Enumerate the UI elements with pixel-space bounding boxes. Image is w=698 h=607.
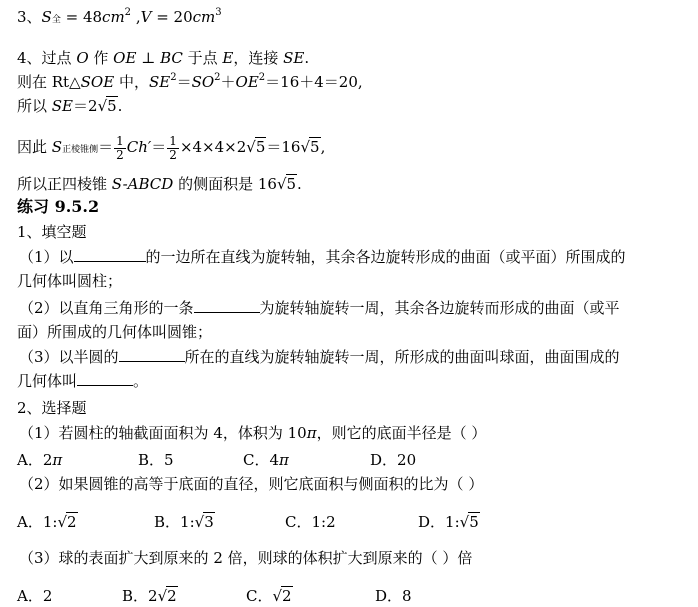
choice-q3-option-a[interactable]: A．2: [17, 587, 53, 605]
text: 的侧面积是 16: [173, 175, 277, 193]
text: 因此: [17, 138, 52, 156]
choice-q3-option-b[interactable]: [122, 586, 178, 606]
text: 几何体叫: [17, 372, 78, 390]
radical-sign: √: [246, 138, 256, 156]
option-label: B．1:: [154, 513, 195, 531]
item4-line4: [17, 132, 325, 165]
text: （2）以直角三角形的一条: [19, 299, 194, 317]
text: 为旋转轴旋转一周，其余各边旋转而形成的曲面（或平: [259, 299, 620, 317]
var: S-ABCD: [111, 175, 174, 193]
radicand: 2: [167, 587, 177, 605]
text: ＋: [220, 73, 236, 91]
answer-blank[interactable]: [119, 347, 185, 362]
text: 中，: [114, 73, 149, 91]
fill-q3-line1: [19, 347, 620, 367]
radical-sign: √: [157, 587, 168, 605]
radical-sign: √: [57, 513, 67, 531]
var: SE: [148, 73, 171, 91]
choice-q2-option-a[interactable]: [17, 512, 78, 532]
option-label: C．4: [243, 451, 280, 469]
answer-blank[interactable]: [74, 247, 146, 262]
exponent: 2: [170, 72, 177, 83]
choice-heading: 2、选择题: [17, 399, 87, 417]
text: ⊥: [136, 49, 161, 67]
exponent: 2: [214, 72, 221, 83]
radical-sign: √: [276, 175, 287, 193]
fraction: [167, 135, 179, 162]
radical-sign: √: [459, 513, 470, 531]
text: ×4×4×2: [179, 138, 247, 156]
exponent: 2: [258, 72, 266, 83]
var: Ch′: [126, 138, 152, 156]
numerator: 1: [169, 133, 177, 148]
var: E: [222, 49, 234, 67]
separator: ,: [131, 8, 141, 26]
answer-blank[interactable]: [194, 298, 260, 313]
text: （1）以: [19, 248, 74, 266]
radicand: 3: [204, 513, 214, 531]
radicand: 5: [255, 138, 266, 156]
text: ，连接: [233, 49, 284, 67]
choice-q1-option-c[interactable]: [243, 450, 289, 470]
var: SE: [283, 49, 305, 67]
text: ＝2: [73, 97, 98, 115]
choice-q2-option-b[interactable]: [154, 512, 215, 532]
text: 。: [133, 372, 149, 390]
radical-sign: √: [272, 587, 283, 605]
text: .: [297, 175, 302, 193]
text: 的一边所在直线为旋转轴，其余各边旋转形成的曲面（或平面）所围成的: [145, 248, 626, 266]
denominator: 2: [116, 147, 124, 162]
fill-heading: 1、填空题: [17, 223, 87, 241]
fill-q2-line1: [19, 298, 620, 318]
text: ＝: [176, 73, 192, 91]
var: BC: [160, 49, 183, 67]
exponent: 3: [215, 7, 222, 18]
var-v: V: [140, 8, 152, 26]
text: （3）以半圆的: [19, 348, 119, 366]
text: ，则它的底面半径是（ ）: [316, 424, 487, 442]
answer-blank[interactable]: [77, 371, 133, 386]
text: ＝: [98, 138, 114, 156]
option-label: A．1:: [17, 513, 58, 531]
choice-q2-option-d[interactable]: [418, 512, 480, 532]
choice-q3-option-d[interactable]: D．8: [375, 587, 412, 605]
var: OE: [235, 73, 259, 91]
text: .: [117, 97, 123, 115]
pi-symbol: π: [306, 424, 317, 442]
item3-line: [17, 7, 222, 30]
unit: cm: [102, 8, 125, 26]
var: SE: [51, 97, 74, 115]
var: SOE: [80, 73, 115, 91]
option-label: C．: [246, 587, 273, 605]
option-label: B．2: [122, 587, 158, 605]
choice-q1-option-b[interactable]: B．5: [138, 451, 174, 469]
radical-sign: √: [97, 97, 108, 115]
choice-q1-option-d[interactable]: D．20: [370, 451, 417, 469]
text: ＝16＋4＝20,: [265, 73, 363, 91]
choice-q1-option-a[interactable]: [17, 450, 62, 470]
option-label: D．1:: [418, 513, 460, 531]
text: 4、过点: [17, 49, 77, 67]
exercise-title: 练习 9.5.2: [17, 197, 100, 216]
pi-symbol: π: [52, 451, 63, 469]
unit: cm: [192, 8, 216, 26]
choice-q3: （3）球的表面扩大到原来的 2 倍，则球的体积扩大到原来的（ ）倍: [19, 549, 473, 567]
item4-line2: [17, 72, 363, 92]
item-number: 3、: [17, 8, 42, 26]
fraction: [114, 135, 126, 162]
pi-symbol: π: [279, 451, 289, 469]
subscript: 全: [51, 15, 61, 25]
numerator: 1: [116, 133, 124, 148]
var: SO: [191, 73, 215, 91]
fill-q1-line1: [19, 247, 626, 267]
radicand: 5: [469, 513, 479, 531]
item4-line3: [17, 96, 122, 116]
text: 所以: [17, 97, 52, 115]
radical-sign: √: [300, 138, 311, 156]
subscript: 正棱锥侧: [62, 145, 99, 155]
denominator: 2: [169, 147, 177, 162]
radicand: 5: [107, 97, 117, 115]
var: S: [51, 138, 63, 156]
choice-q1: [19, 423, 486, 443]
radicand: 5: [286, 175, 297, 193]
exponent: 2: [124, 7, 132, 18]
eq-text: = 48: [60, 8, 103, 26]
fill-q3-line2: [17, 371, 148, 391]
item4-line5: [17, 174, 302, 194]
text: 作: [88, 49, 114, 67]
eq-text: = 20: [151, 8, 193, 26]
fill-q1-line2: 几何体叫圆柱；: [17, 272, 123, 290]
choice-q2: （2）如果圆锥的高等于底面的直径，则它底面积与侧面积的比为（ ）: [19, 475, 484, 493]
text: （1）若圆柱的轴截面面积为 4，体积为 10: [19, 424, 307, 442]
var-s: S: [41, 8, 52, 26]
text: 则在 Rt△: [17, 73, 81, 91]
radical-sign: √: [194, 513, 205, 531]
fill-q2-line2: 面）所围成的几何体叫圆锥；: [17, 323, 213, 341]
text: 于点: [182, 49, 223, 67]
text: 所在的直线为旋转轴旋转一周，所形成的曲面叫球面，曲面围成的: [184, 348, 620, 366]
text: ＝: [151, 138, 167, 156]
var: OE: [113, 49, 137, 67]
item4-line1: [17, 48, 309, 68]
choice-q2-option-c[interactable]: C．1:2: [285, 513, 336, 531]
radicand: 5: [310, 138, 320, 156]
radicand: 2: [67, 513, 77, 531]
choice-q3-option-c[interactable]: [246, 586, 293, 606]
text: ,: [320, 138, 326, 156]
option-label: A．2: [17, 451, 53, 469]
text: .: [304, 49, 310, 67]
var: O: [76, 49, 89, 67]
text: 所以正四棱锥: [17, 175, 112, 193]
radicand: 2: [282, 587, 292, 605]
text: ＝16: [266, 138, 301, 156]
